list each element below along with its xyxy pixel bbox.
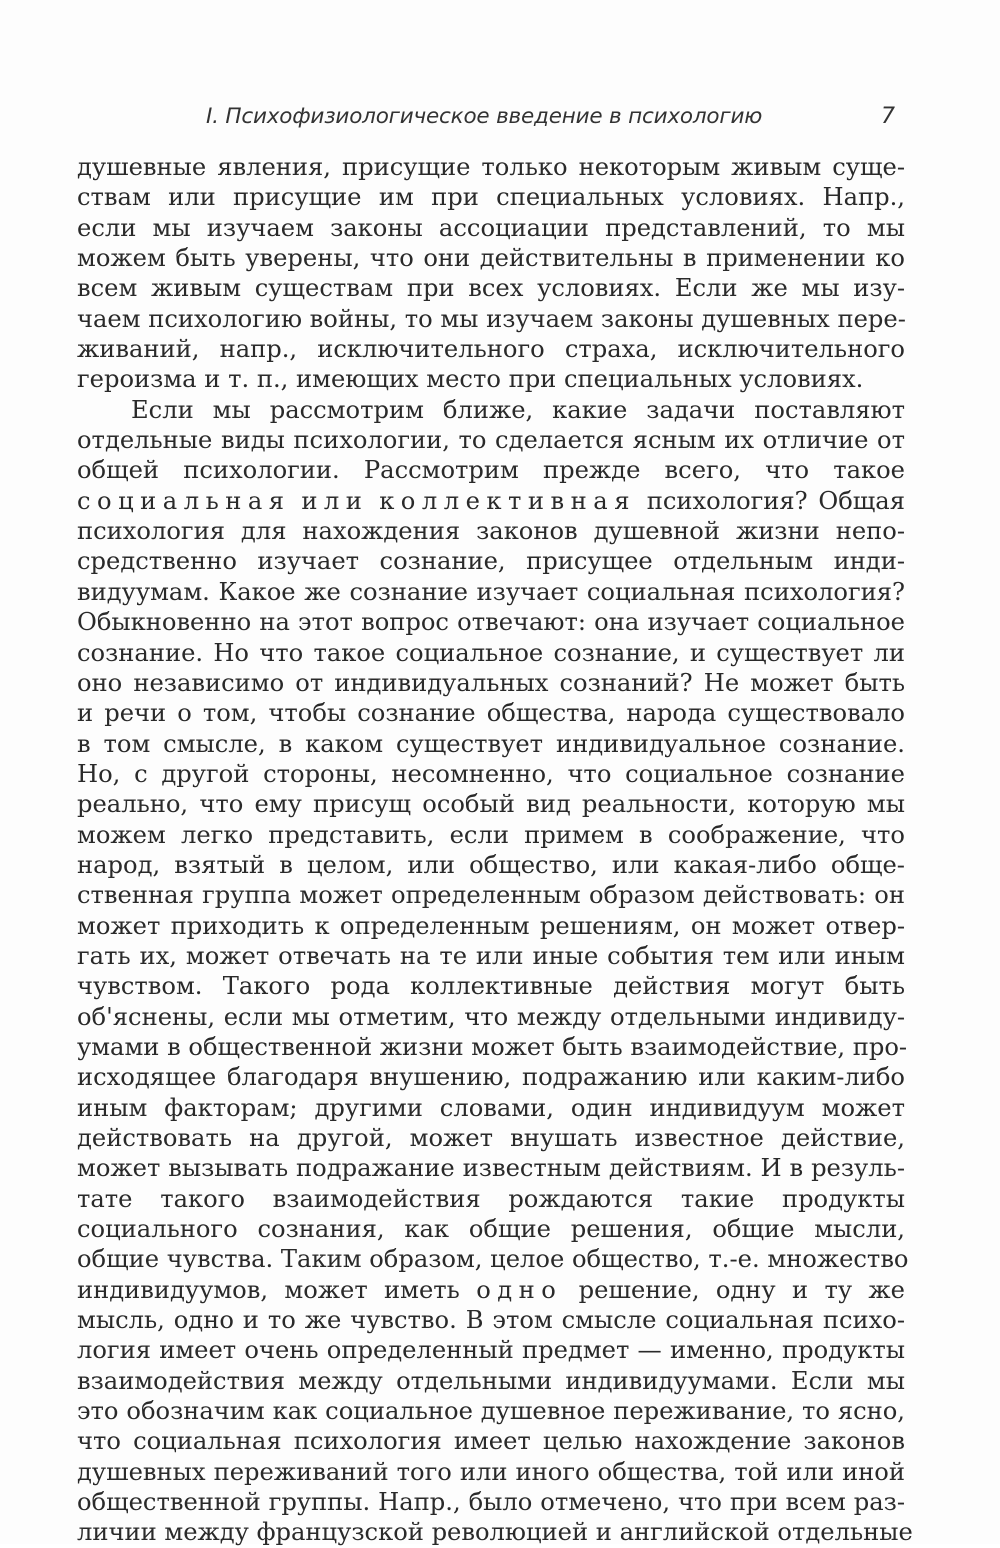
text-line: общие чувства. Таким образом, целое общество, т.-е. множество bbox=[77, 1245, 909, 1274]
text-line: индивидуумов, может иметь одно решение, одну и ту же bbox=[77, 1275, 905, 1304]
text-line: иным факторам; другими словами, один индивидуум может bbox=[77, 1093, 905, 1122]
text-line: душевные явления, присущие только некоторым живым суще- bbox=[77, 153, 905, 181]
text-line: если мы изучаем законы ассоциации представлений, то мы bbox=[77, 213, 905, 242]
running-header bbox=[100, 104, 900, 134]
page-number: 7 bbox=[881, 104, 895, 129]
text-line: общественной группы. Напр., было отмечено, что при всем раз- bbox=[77, 1488, 905, 1517]
chapter-title: I. Психофизиологическое введение в психологию bbox=[206, 104, 763, 129]
text-line: и речи о том, чтобы сознание общества, народа существовало bbox=[77, 699, 905, 728]
text-line: взаимодействия между отдельными индивидуумами. Если мы bbox=[77, 1366, 905, 1395]
text-line: социального сознания, как общие решения, общие мысли, bbox=[77, 1215, 905, 1244]
text-line-spaced: социальная или коллективная психология? Общая bbox=[77, 486, 905, 515]
text-line: может приходить к определенным решениям, он может отвер- bbox=[77, 911, 905, 940]
text-line: можем быть уверены, что они действительны в применении ко bbox=[77, 244, 905, 273]
text-line: ственная группа может определенным образом действовать: он bbox=[77, 881, 905, 910]
text-line: исходящее благодаря внушению, подражанию или каким-либо bbox=[77, 1063, 905, 1092]
text-line: это обозначим как социальное душевное переживание, то ясно, bbox=[77, 1397, 905, 1426]
text-line: чувством. Такого рода коллективные действия могут быть bbox=[77, 972, 905, 1001]
text-line: реально, что ему присущ особый вид реальности, которую мы bbox=[77, 790, 905, 819]
text-line: личии между французской революцией и английской отдельные bbox=[77, 1518, 913, 1547]
text-line: умами в общественной жизни может быть взаимодействие, про- bbox=[77, 1032, 908, 1061]
text-line: в том смысле, в каком существует индивидуальное сознание. bbox=[77, 729, 905, 758]
text-line: действовать на другой, может внушать известное действие, bbox=[77, 1124, 905, 1152]
text-line: народ, взятый в целом, или общество, или какая-либо обще- bbox=[77, 850, 905, 879]
text-line: Обыкновенно на этот вопрос отвечают: она изучает социальное bbox=[77, 608, 905, 637]
text-line: мысль, одно и то же чувство. В этом смысле социальная психо- bbox=[77, 1306, 905, 1335]
text-line: отдельные виды психологии, то сделается ясным их отличие от bbox=[77, 426, 905, 455]
text-line: психология для нахождения законов душевной жизни непо- bbox=[77, 517, 905, 546]
text-line: Но, с другой стороны, несомненно, что социальное сознание bbox=[77, 759, 905, 788]
text-line: душевных переживаний того или иного общества, той или иной bbox=[77, 1457, 905, 1486]
text-line: всем живым существам при всех условиях. Если же мы изу- bbox=[77, 274, 905, 303]
text-line: видуумам. Какое же сознание изучает социальная психология? bbox=[77, 577, 905, 606]
text-line: что социальная психология имеет целью нахождение законов bbox=[77, 1427, 905, 1456]
text-line: средственно изучает сознание, присущее отдельным инди- bbox=[77, 547, 905, 576]
text-line: об'яснены, если мы отметим, что между отдельными индивиду- bbox=[77, 1002, 905, 1031]
text-line: сознание. Но что такое социальное сознание, и существует ли bbox=[77, 638, 905, 667]
text-line: чаем психологию войны, то мы изучаем законы душевных пере- bbox=[77, 304, 906, 333]
text-line: общей психологии. Рассмотрим прежде всего, что такое bbox=[77, 456, 905, 485]
text-line: оно независимо от индивидуальных сознаний? Не может быть bbox=[77, 668, 905, 697]
text-line: гать их, может отвечать на те или иные события тем или иным bbox=[77, 941, 905, 970]
text-line: живаний, напр., исключительного страха, исключительного bbox=[77, 335, 905, 364]
text-line: можем легко представить, если примем в соображение, что bbox=[77, 820, 905, 849]
text-line: героизма и т. п., имеющих место при специальных условиях. bbox=[77, 365, 864, 394]
text-line: тате такого взаимодействия рождаются такие продукты bbox=[77, 1184, 905, 1213]
paragraph-start: Если мы рассмотрим ближе, какие задачи поставляют bbox=[131, 395, 905, 424]
body-text bbox=[77, 152, 913, 1548]
text-line: может вызывать подражание известным действиям. И в резуль- bbox=[77, 1154, 905, 1183]
text-line: логия имеет очень определенный предмет — именно, продукты bbox=[77, 1336, 905, 1365]
text-line: ствам или присущие им при специальных условиях. Напр., bbox=[77, 183, 905, 212]
